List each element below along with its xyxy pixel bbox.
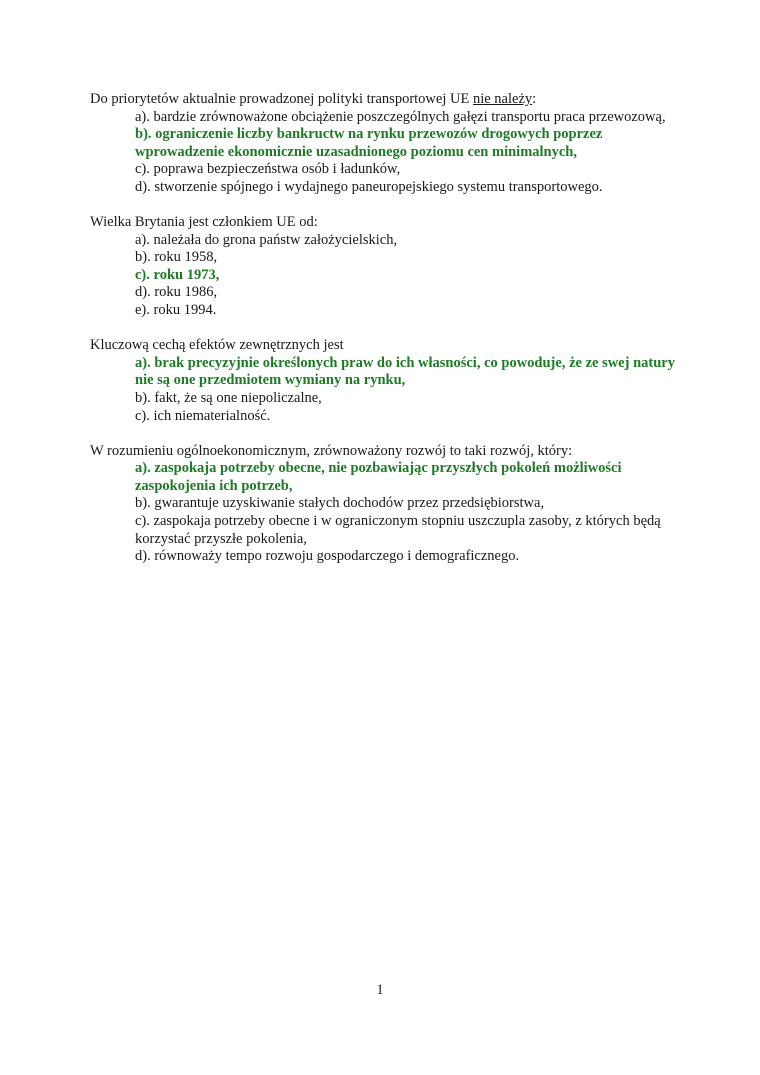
answer-options: [90, 109, 690, 197]
answer-option: c). ich niematerialność.: [135, 407, 271, 424]
question-text-end: :: [532, 91, 537, 107]
answer-option: b). roku 1958,: [135, 249, 218, 266]
answer-option: b). gwarantuje uzyskiwanie stałych dochodów przez przedsiębiorstwa,: [135, 495, 545, 512]
question-text: Wielka Brytania jest członkiem UE od:: [90, 214, 318, 231]
question-text: W rozumieniu ogólnoekonomicznym, zrównoważony rozwój to taki rozwój, który:: [90, 442, 573, 459]
answer-option: c). poprawa bezpieczeństwa osób i ładunków,: [135, 161, 401, 178]
answer-options: [90, 232, 690, 320]
answer-option: d). równoważy tempo rozwoju gospodarczego i demograficznego.: [135, 548, 520, 565]
question-3: [90, 337, 690, 425]
page-number: 1: [376, 982, 384, 998]
answer-option: a). bardzie zrównoważone obciążenie poszczególnych gałęzi transportu praca przewozową,: [135, 108, 666, 125]
question-4: [90, 443, 690, 566]
question-text-start: Do priorytetów aktualnie prowadzonej polityki transportowej UE: [90, 91, 473, 107]
answer-option: d). stworzenie spójnego i wydajnego paneuropejskiego systemu transportowego.: [135, 178, 603, 195]
quiz-content: [90, 91, 690, 583]
answer-option: b). fakt, że są one niepoliczalne,: [135, 389, 322, 406]
correct-answer-option: a). zaspokaja potrzeby obecne, nie pozbawiając przyszłych pokoleń możliwości zaspokojenia ich potrzeb,: [135, 460, 622, 494]
correct-answer-option: a). brak precyzyjnie określonych praw do ich własności, co powoduje, że ze swej natury nie są one przedmiotem wymiany na rynku,: [135, 354, 675, 389]
question-2: [90, 214, 690, 320]
correct-answer-option: b). ograniczenie liczby bankructw na rynku przewozów drogowych poprzez wprowadzenie ekonomicznie uzasadnionego poziomu cen minimalnych,: [135, 126, 603, 160]
question-emphasis: nie należy: [472, 91, 533, 107]
question-1: [90, 91, 690, 197]
answer-option: e). roku 1994.: [135, 302, 217, 319]
correct-answer-option: c). roku 1973,: [135, 266, 220, 283]
answer-option: d). roku 1986,: [135, 284, 218, 301]
answer-options: [90, 460, 690, 566]
question-text: [90, 91, 690, 109]
question-text: Kluczową cechą efektów zewnętrznych jest: [90, 337, 344, 354]
answer-option: a). należała do grona państw założycielskich,: [135, 231, 398, 248]
answer-options: [90, 355, 690, 425]
answer-option: c). zaspokaja potrzeby obecne i w ograniczonym stopniu uszczupla zasoby, z których będą korzystać przyszłe pokolenia,: [135, 512, 661, 547]
